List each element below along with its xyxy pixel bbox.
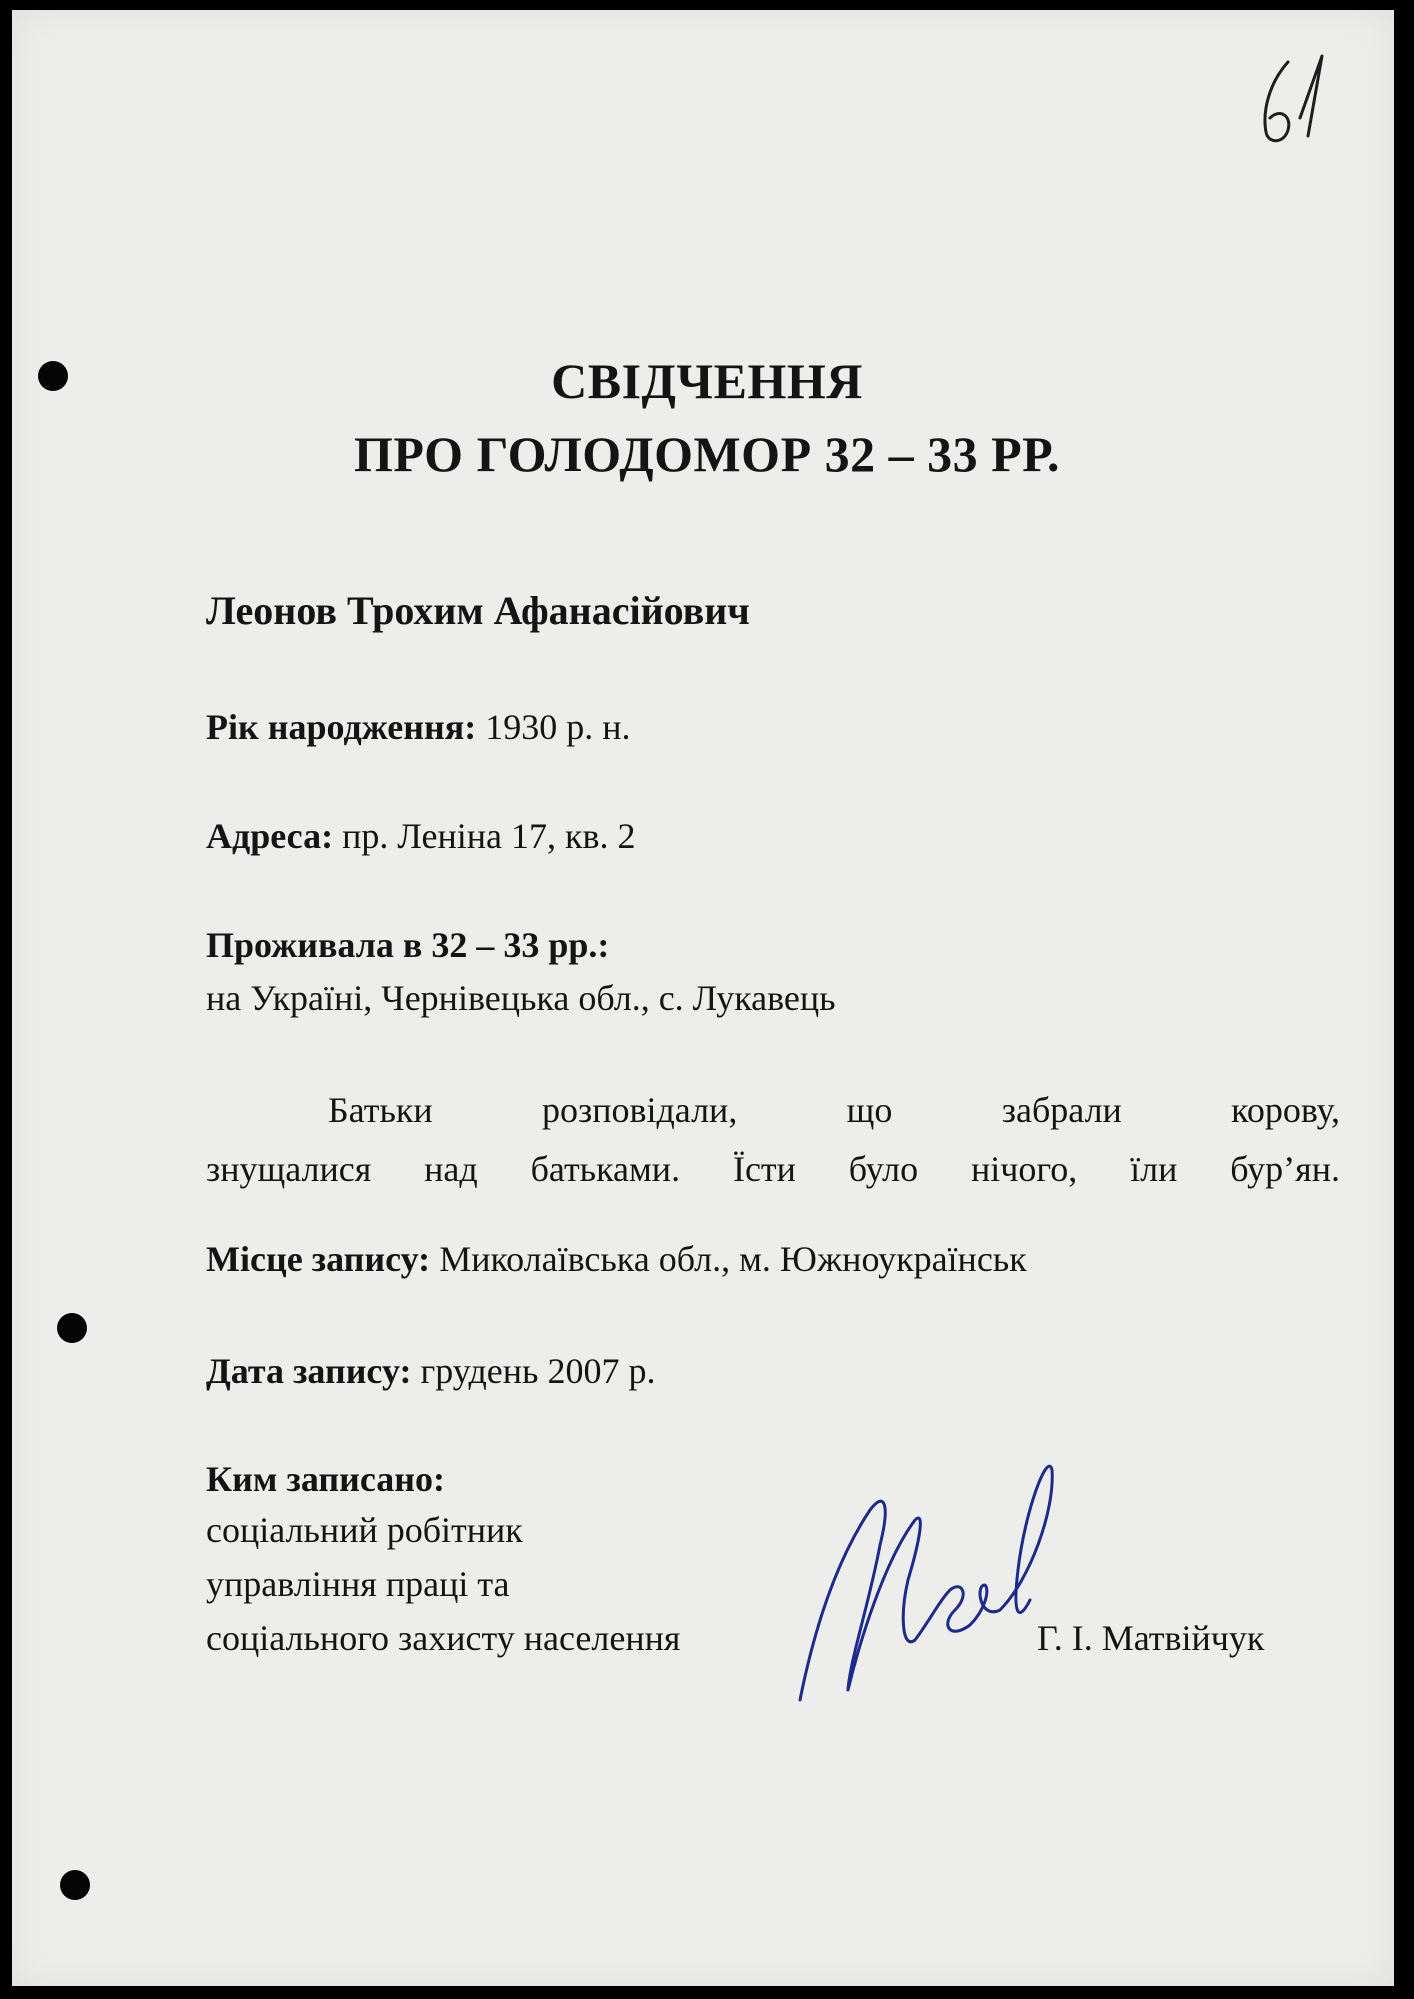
punch-hole-bottom [60, 1870, 90, 1900]
address-value: пр. Леніна 17, кв. 2 [342, 816, 636, 856]
birth-year-value: 1930 р. н. [485, 707, 631, 747]
testimony-line1: Батьки розповідали, що забрали корову, [328, 1090, 1340, 1130]
punch-hole-middle [57, 1313, 87, 1343]
record-place-label: Місце запису: [206, 1239, 431, 1279]
handwritten-archive-number [1248, 48, 1338, 148]
recorded-by-label: Ким записано: [206, 1459, 445, 1499]
birth-year-row [206, 706, 631, 748]
lived-value: на Україні, Чернівецька обл., с. Лукавець [206, 978, 836, 1018]
record-date-label: Дата запису: [206, 1351, 412, 1391]
testimony-line2: знущалися над батьками. Їсти було нічого, їли бур’ян. [206, 1149, 1340, 1189]
lived-label: Проживала в 32 – 33 рр.: [206, 925, 610, 965]
birth-year-label: Рік народження: [206, 707, 477, 747]
recorded-by-line2: управління праці та [206, 1564, 510, 1604]
document-title-line1: СВІДЧЕННЯ [551, 353, 863, 409]
signer-name: Г. І. Матвійчук [1037, 1618, 1265, 1658]
address-row [206, 815, 635, 857]
record-place-row [206, 1238, 1027, 1280]
record-place-value: Миколаївська обл., м. Южноукраїнськ [439, 1239, 1027, 1279]
recorded-by-line1: соціальний робітник [206, 1510, 523, 1550]
recorded-by-line3: соціального захисту населення [206, 1618, 681, 1658]
record-date-row [206, 1350, 655, 1392]
document-title-line2: ПРО ГОЛОДОМОР 32 – 33 РР. [354, 426, 1060, 482]
testimony-paragraph [206, 1081, 1340, 1199]
handwritten-signature [790, 1450, 1080, 1720]
record-date-value: грудень 2007 р. [420, 1351, 656, 1391]
person-name: Леонов Трохим Афанасійович [206, 588, 750, 633]
address-label: Адреса: [206, 816, 334, 856]
